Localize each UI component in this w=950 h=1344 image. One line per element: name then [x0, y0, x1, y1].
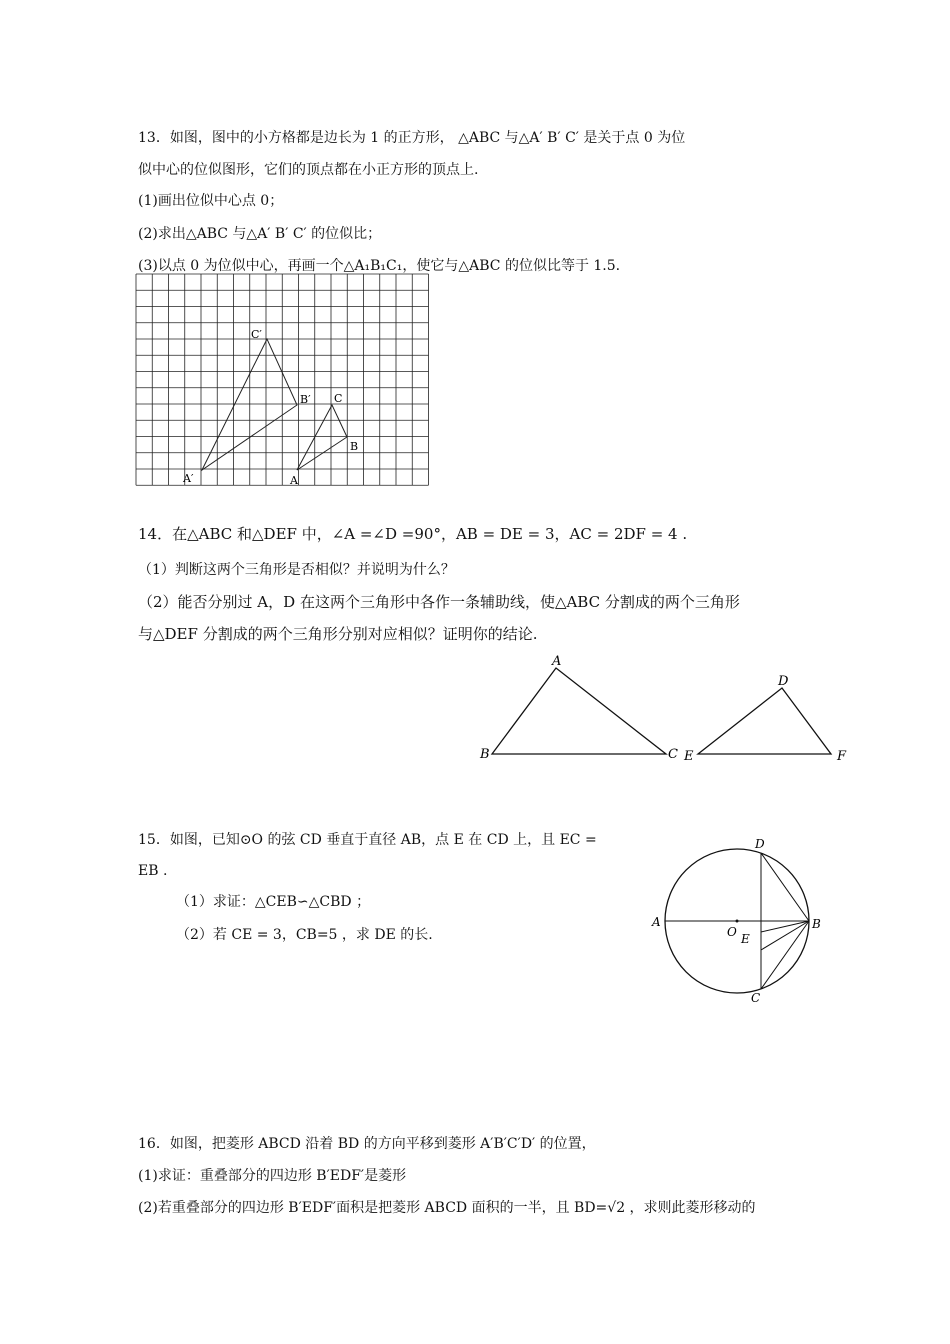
label-d: D	[755, 837, 765, 851]
q14-line4: 与△DEF 分割成的两个三角形分别对应相似？证明你的结论.	[138, 625, 538, 643]
q13-line4: (2)求出△ABC 与△A′ B′ C′ 的位似比；	[138, 226, 382, 242]
label-c: C	[751, 991, 761, 1005]
label-b: B	[480, 747, 490, 762]
segment-eb-2	[761, 921, 809, 950]
label-c: C	[668, 747, 678, 762]
center-point-o	[736, 920, 739, 923]
q13-line3: (1)画出位似中心点 0；	[138, 193, 284, 209]
q13-line5: (3)以点 0 为位似中心，再画一个△A₁B₁C₁，使它与△ABC 的位似比等于 1.5.	[138, 258, 621, 274]
label-c-prime: C′	[251, 328, 262, 341]
label-f: F	[837, 749, 847, 764]
q14-triangles-figure	[476, 654, 876, 764]
q15-circle-figure	[648, 832, 828, 1012]
label-a: A	[652, 915, 661, 929]
q15-line4: （2）若 CE = 3，CB=5 ，求 DE 的长.	[176, 927, 433, 943]
label-e: E	[741, 932, 750, 946]
q14-line3: （2）能否分别过 A，D 在这两个三角形中各作一条辅助线，使△ABC 分割成的两个三角形	[138, 593, 740, 611]
triangle-abc	[492, 668, 666, 754]
q16-line3: (2)若重叠部分的四边形 B′EDF′面积是把菱形 ABCD 面积的一半，且 BD=√2 ，求则此菱形移动的	[138, 1200, 756, 1216]
q14-line1: 14．在△ABC 和△DEF 中，∠A =∠D =90°，AB = DE = 3，AC = 2DF = 4 .	[138, 525, 688, 543]
grid-lines	[136, 274, 429, 485]
label-o: O	[727, 925, 737, 939]
label-a-prime: A′	[183, 472, 194, 485]
q15-line2: EB .	[138, 863, 168, 879]
q13-line1: 13．如图，图中的小方格都是边长为 1 的正方形， △ABC 与△A′ B′ C′ 是关于点 0 为位	[138, 130, 686, 146]
label-c: C	[334, 392, 343, 405]
segment-cb	[761, 921, 809, 989]
label-b: B	[812, 917, 821, 931]
q15-line1: 15．如图，已知⊙O 的弦 CD 垂直于直径 AB，点 E 在 CD 上，且 EC =	[138, 832, 597, 848]
label-b-prime: B′	[300, 393, 311, 406]
q15-line3: （1）求证：△CEB∽△CBD ；	[176, 894, 371, 910]
label-d: D	[778, 674, 789, 689]
triangle-abc	[297, 405, 347, 470]
triangle-def	[698, 688, 831, 754]
label-a: A	[290, 474, 298, 487]
segment-db	[761, 853, 809, 921]
q16-line1: 16．如图，把菱形 ABCD 沿着 BD 的方向平移到菱形 A′B′C′D′ 的位置，	[138, 1136, 596, 1152]
label-a: A	[552, 654, 562, 669]
q16-line2: (1)求证：重叠部分的四边形 B′EDF′是菱形	[138, 1168, 407, 1184]
q13-grid-figure	[134, 272, 434, 488]
label-e: E	[684, 749, 694, 764]
q13-line2: 似中心的位似图形，它们的顶点都在小正方形的顶点上.	[138, 162, 479, 178]
q14-line2: （1）判断这两个三角形是否相似？并说明为什么？	[138, 562, 455, 578]
label-b: B	[350, 440, 359, 453]
